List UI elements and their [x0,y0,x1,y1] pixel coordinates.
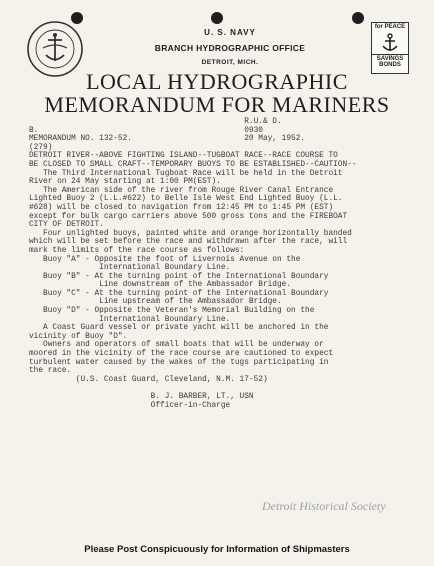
memo-title-line1: LOCAL HYDROGRAPHIC [86,69,348,94]
memo-body [29,118,419,410]
memo-line: #628) will be closed to navigation from 12:45 PM to 1:45 PM (EST) [29,203,334,212]
bonds-badge-bottom: SAVINGS BONDS [372,54,408,68]
memo-line: the race. [29,367,72,376]
memo-line: (279) [29,143,53,152]
savings-bonds-badge [371,22,409,74]
memo-line: BE CLOSED TO SMALL CRAFT--TEMPORARY BUOYS TO BE ESTABLISHED--CAUTION-- [29,160,357,169]
memo-line: B. J. BARBER, LT., USN [29,393,254,401]
anchor-icon [379,32,401,54]
agency-location: DETROIT, MICH. [201,59,259,66]
memo-line: The American side of the river from Rouge River Canal Entrance [29,186,334,195]
memo-line: Buoy "B" - At the turning point of the International Boundary [29,272,329,281]
punch-hole-center [211,12,223,24]
memo-line: vicinity of Buoy "D". [29,332,128,341]
memo-line: River on 24 May starting at 1:00 PM(EST). [29,178,221,187]
memo-line: Buoy "C" - At the turning point of the International Boundary [29,289,329,298]
memo-line [29,384,419,393]
memo-line: Line downstream of the Ambassador Bridge. [29,281,292,290]
memo-line: (U.S. Coast Guard, Cleveland, N.M. 17-52) [29,375,268,384]
memo-line: Line upstream of the Ambassador Bridge. [29,298,282,307]
agency-office: BRANCH HYDROGRAPHIC OFFICE [154,43,306,53]
footer-notice: Please Post Conspicuously for Information of Shipmasters [84,544,350,555]
memo-line: DETROIT RIVER--ABOVE FIGHTING ISLAND--TUGBOAT RACE--RACE COURSE TO [29,152,338,161]
punch-hole-right [352,12,364,24]
memo-line: The Third International Tugboat Race will be held in the Detroit [29,169,343,178]
memo-line: B. 0930 [29,126,263,135]
memo-title-line2: MEMORANDUM FOR MARINERS [44,92,390,117]
memo-line: R.U.& D. [29,118,282,126]
memo-line: which will be set before the race and withdrawn after the race, will [29,238,348,247]
memo-line: moored in the vicinity of the race course are cautioned to expect [29,350,334,359]
memo-line: Owners and operators of small boats that will be underway or [29,341,324,350]
memo-line: mark the limits of the race course as follows: [29,246,245,255]
memo-line: Four unlighted buoys, painted white and orange horizontally banded [29,229,352,238]
memo-line: A Coast Guard vessel or private yacht will be anchored in the [29,324,329,333]
memo-line: CITY OF DETROIT. [29,221,104,230]
memo-line: International Boundary Line. [29,315,231,324]
memo-line: MEMORANDUM NO. 132-52. 20 May, 1952. [29,135,306,144]
bonds-badge-top: for PEACE [374,24,406,30]
watermark: Detroit Historical Society [262,499,386,513]
memo-line: except for bulk cargo carriers above 500 gross tons and the FIREBOAT [29,212,348,221]
memo-line: Buoy "A" - Opposite the foot of Livernois Avenue on the [29,255,301,264]
memo-line: Officer-in-Charge [29,401,231,410]
agency-navy: U. S. NAVY [204,28,256,37]
memo-line: turbulent water caused by the wakes of the tugs participating in [29,358,329,367]
memo-line: Lighted Buoy 2 (L.L.#622) to Belle Isle West End Lighted Buoy (L.L. [29,195,343,204]
memo-line: International Boundary Line. [29,264,231,273]
memo-line: Buoy "D" - Opposite the Veteran's Memorial Building on the [29,307,315,316]
